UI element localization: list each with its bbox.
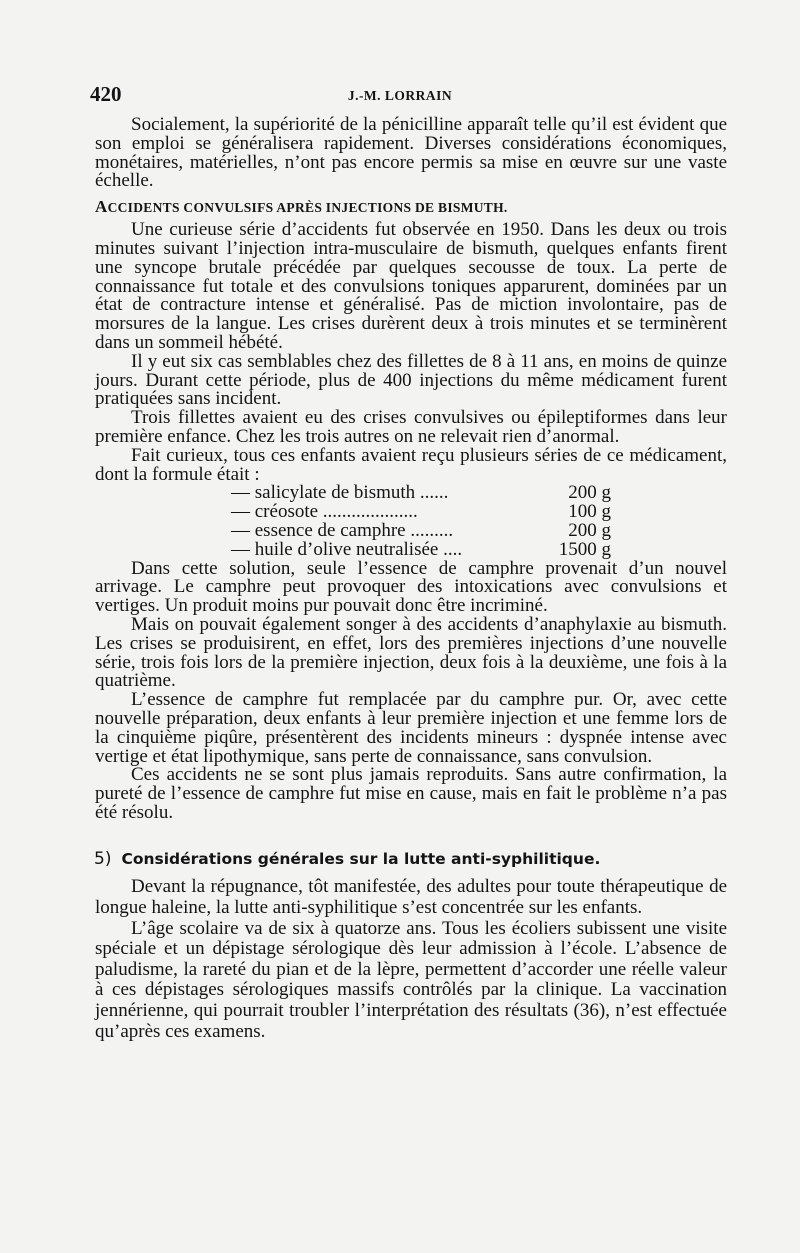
formula-quantity: 100 g: [568, 501, 611, 523]
subheading-accidents: [95, 198, 727, 217]
paragraph: Il y eut six cas semblables chez des fillettes de 8 à 11 ans, en moins de quinze jours. Durant cette période, plus de 400 injections du même médicament furent pratiquées sans incident.: [95, 350, 727, 410]
paragraph-intro: Socialement, la supériorité de la pénicilline apparaît telle qu’il est évident que son emploi se généralisera rapidement. Diverses considérations économiques, monétaires, matérielles, n’ont pas encore permis sa mise en œuvre sur une vaste échelle.: [95, 114, 727, 192]
formula-row: [231, 519, 611, 541]
running-head: J.-M. LORRAIN: [347, 88, 453, 103]
paragraph: L’essence de camphre fut remplacée par du camphre pur. Or, avec cette nouvelle préparation, deux enfants à leur première injection et une femme lors de la cinquième piqûre, présentèrent des incidents mineurs : dyspnée intense avec vertige et état lipothymique, sans perte de connaissance, sans convulsion.: [95, 689, 727, 767]
paragraph: Trois fillettes avaient eu des crises convulsives ou épileptiformes dans leur première enfance. Chez les trois autres on ne relevait rien d’anormal.: [95, 407, 727, 447]
formula-ingredient: — salicylate de bismuth ......: [231, 482, 449, 504]
section-title: Considérations générales sur la lutte anti-syphilitique.: [121, 849, 601, 868]
body-text: [95, 116, 727, 1042]
paragraph: Devant la répugnance, tôt manifestée, des adultes pour toute thérapeutique de longue haleine, la lutte anti-syphilitique s’est concentrée sur les enfants.: [95, 876, 727, 919]
formula-quantity: 200 g: [568, 519, 611, 541]
formula-ingredient: — essence de camphre .........: [231, 519, 454, 541]
paragraph: Une curieuse série d’accidents fut observée en 1950. Dans les deux ou trois minutes suivant l’injection intra-musculaire de bismuth, quelques enfants firent une syncope brutale précédée par quelques secousse de toux. La perte de connaissance fut totale et des convulsions toniques apparurent, dominées par un état de contracture intense et généralisé. Pas de miction involontaire, pas de morsures de la langue. Les crises durèrent deux à trois minutes et se terminèrent dans un sommeil hébété.: [95, 219, 727, 353]
paragraph: Dans cette solution, seule l’essence de camphre provenait d’un nouvel arrivage. Le camphre peut provoquer des intoxications avec convulsions et vertiges. Un produit moins pur pouvait donc être incriminé.: [95, 557, 727, 617]
section-heading: [94, 850, 727, 869]
paragraph: Ces accidents ne se sont plus jamais reproduits. Sans autre confirmation, la pureté de l’essence de camphre fut mise en cause, mais en fait le problème n’a pas été résolu.: [95, 764, 727, 823]
formula-list: [231, 484, 611, 559]
paragraph: Fait curieux, tous ces enfants avaient reçu plusieurs séries de ce médicament, dont la formule était :: [95, 444, 727, 485]
section-body: [95, 877, 727, 1042]
subheading-initial: A: [95, 197, 108, 217]
paragraph: L’âge scolaire va de six à quatorze ans. Tous les écoliers subissent une visite spéciale et un dépistage sérologique dès leur admission à l’école. L’absence de paludisme, la rareté du pian et de la lèpre, permettent d’accorder une réelle valeur à ces dépistages sérologiques massifs contrôlés par la clinique. La vaccination jennérienne, qui pourrait troubler l’interprétation des résultats (36), n’est effectuée qu’après ces examens.: [95, 917, 727, 1042]
formula-quantity: 200 g: [568, 482, 611, 504]
subheading-rest: CCIDENTS CONVULSIFS APRÈS INJECTIONS DE BISMUTH.: [107, 200, 508, 216]
page-header: [90, 82, 710, 108]
paragraph: Mais on pouvait également songer à des accidents d’anaphylaxie au bismuth. Les crises se produisirent, en effet, lors des premières injections d’une nouvelle série, trois fois lors de la première injection, deux fois à la deuxième, une fois à la quatrième.: [95, 613, 727, 692]
formula-quantity: 1500 g: [558, 538, 611, 560]
formula-ingredient: — huile d’olive neutralisée ....: [231, 538, 463, 560]
formula-ingredient: — créosote ....................: [231, 501, 418, 523]
section-number: 5): [94, 848, 112, 869]
page-number: 420: [90, 82, 122, 106]
formula-row: [231, 538, 611, 560]
